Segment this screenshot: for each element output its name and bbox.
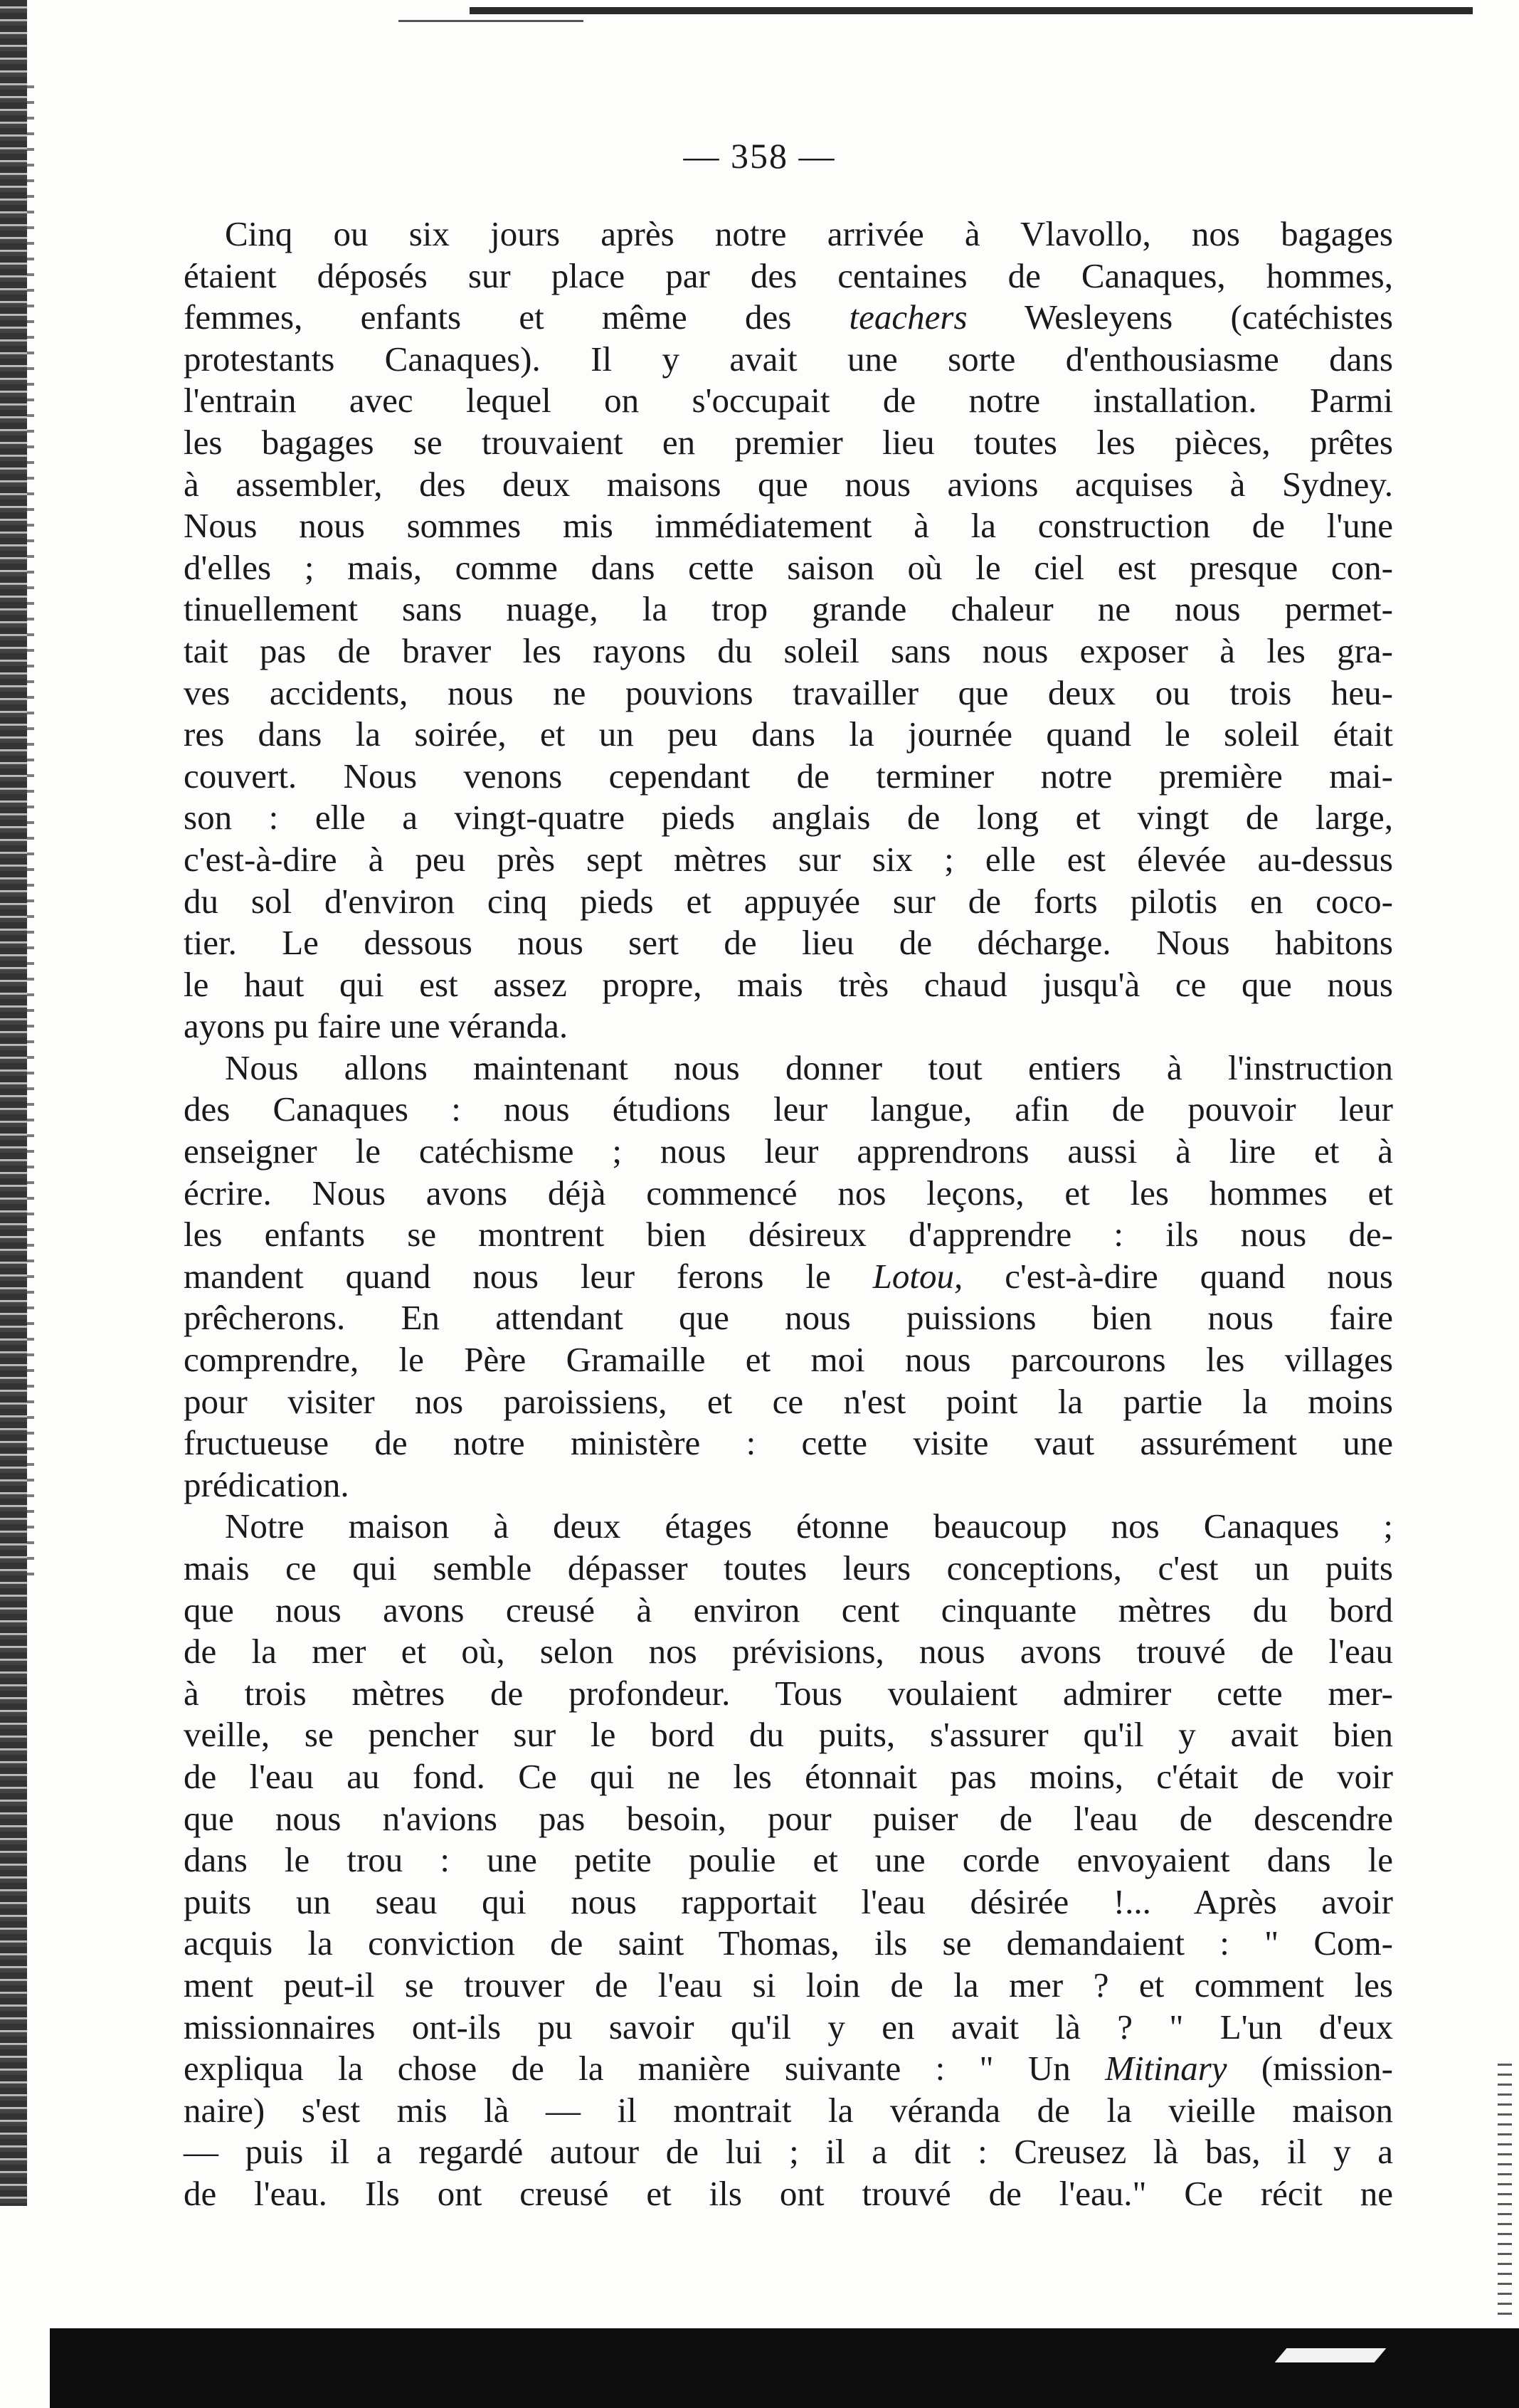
- text-line: Cinq ou six jours après notre arrivée à Vlavollo, nos bagages: [225, 214, 1393, 253]
- text-line: ayons pu faire une véranda.: [184, 1006, 568, 1046]
- paragraph-2: [184, 1047, 1393, 1506]
- text-line: dans le trou : une petite poulie et une corde envoyaient dans le: [184, 1840, 1393, 1880]
- scan-top-rule-thin: [398, 20, 583, 22]
- text-line: de l'eau. Ils ont creusé et ils ont trouvé de l'eau." Ce récit ne: [184, 2173, 1393, 2213]
- text-line: comprendre, le Père Gramaille et moi nous parcourons les villages: [184, 1340, 1393, 1380]
- text-line: Nous allons maintenant nous donner tout entiers à l'instruction: [225, 1047, 1393, 1087]
- text-segment: mandent quand nous leur ferons le: [184, 1256, 873, 1296]
- text-line: que nous n'avions pas besoin, pour puiser de l'eau de descendre: [184, 1798, 1393, 1838]
- italic-word: Lotou,: [872, 1256, 963, 1296]
- text-line: à trois mètres de profondeur. Tous voulaient admirer cette mer-: [184, 1673, 1393, 1713]
- text-segment: femmes, enfants et même des: [184, 297, 850, 337]
- text-line: veille, se pencher sur le bord du puits, s'assurer qu'il y avait bien: [184, 1715, 1393, 1755]
- page-number: — 358 —: [683, 136, 836, 176]
- text-line: c'est-à-dire à peu près sept mètres sur six ; elle est élevée au-dessus: [184, 839, 1393, 879]
- text-line: res dans la soirée, et un peu dans la journée quand le soleil était: [184, 714, 1393, 754]
- text-line: missionnaires ont-ils pu savoir qu'il y en avait là ? " L'un d'eux: [184, 2007, 1393, 2047]
- text-line: l'entrain avec lequel on s'occupait de notre installation. Parmi: [184, 381, 1393, 421]
- text-line: écrire. Nous avons déjà commencé nos leçons, et les hommes et: [184, 1173, 1393, 1213]
- scan-right-edge-marks: [1498, 2064, 1512, 2320]
- text-line: mais ce qui semble dépasser toutes leurs conceptions, c'est un puits: [184, 1548, 1393, 1588]
- text-line: ves accidents, nous ne pouvions travailler que deux ou trois heu-: [184, 672, 1393, 712]
- text-line: prédication.: [184, 1464, 349, 1504]
- scan-top-rule: [470, 7, 1473, 14]
- text-line: que nous avons creusé à environ cent cinquante mètres du bord: [184, 1590, 1393, 1630]
- text-line: les enfants se montrent bien désireux d'apprendre : ils nous de-: [184, 1215, 1393, 1255]
- text-line: d'elles ; mais, comme dans cette saison où le ciel est presque con-: [184, 547, 1393, 587]
- text-line: tinuellement sans nuage, la trop grande chaleur ne nous permet-: [184, 589, 1393, 629]
- text-line: protestants Canaques). Il y avait une sorte d'enthousiasme dans: [184, 339, 1393, 379]
- text-line: du sol d'environ cinq pieds et appuyée sur de forts pilotis en coco-: [184, 881, 1393, 921]
- text-line: ment peut-il se trouver de l'eau si loin de la mer ? et comment les: [184, 1965, 1393, 2005]
- text-line: prêcherons. En attendant que nous puissions bien nous faire: [184, 1298, 1393, 1338]
- text-line: le haut qui est assez propre, mais très chaud jusqu'à ce que nous: [184, 964, 1393, 1004]
- text-line: des Canaques : nous étudions leur langue, afin de pouvoir leur: [184, 1089, 1393, 1129]
- italic-word: teachers: [849, 297, 968, 337]
- text-line: son : elle a vingt-quatre pieds anglais de long et vingt de large,: [184, 798, 1393, 838]
- text-line: tier. Le dessous nous sert de lieu de décharge. Nous habitons: [184, 923, 1393, 963]
- text-line: pour visiter nos paroissiens, et ce n'est point la partie la moins: [184, 1381, 1393, 1421]
- text-line: étaient déposés sur place par des centaines de Canaques, hommes,: [184, 255, 1393, 295]
- scan-left-edge-marks: [27, 85, 34, 1580]
- text-line: naire) s'est mis là — il montrait la véranda de la vieille maison: [184, 2090, 1393, 2130]
- italic-word: Mitinary: [1105, 2049, 1227, 2088]
- body-text: [184, 213, 1393, 2215]
- text-line: de l'eau au fond. Ce qui ne les étonnait pas moins, c'était de voir: [184, 1756, 1393, 1796]
- text-line: couvert. Nous venons cependant de terminer notre première mai-: [184, 756, 1393, 796]
- text-segment: Wesleyens (catéchistes: [967, 297, 1393, 337]
- text-line: les bagages se trouvaient en premier lieu toutes les pièces, prêtes: [184, 422, 1393, 462]
- text-line: à assembler, des deux maisons que nous avions acquises à Sydney.: [184, 464, 1393, 504]
- text-line: tait pas de braver les rayons du soleil sans nous exposer à les gra-: [184, 630, 1393, 670]
- text-line: fructueuse de notre ministère : cette visite vaut assurément une: [184, 1423, 1393, 1463]
- text-line-with-italic: [184, 2048, 1393, 2090]
- scan-left-edge: [0, 0, 27, 2206]
- text-line: enseigner le catéchisme ; nous leur apprendrons aussi à lire et à: [184, 1131, 1393, 1171]
- scan-bottom-band: [50, 2328, 1519, 2408]
- text-line-with-italic: [184, 297, 1393, 339]
- text-line: — puis il a regardé autour de lui ; il a dit : Creusez là bas, il y a: [184, 2132, 1393, 2172]
- text-line-with-italic: [184, 1256, 1393, 1298]
- text-line: Nous nous sommes mis immédiatement à la construction de l'une: [184, 506, 1393, 546]
- text-segment: (mission-: [1227, 2049, 1393, 2088]
- paragraph-3: [184, 1506, 1393, 2214]
- paragraph-1: [184, 213, 1393, 1047]
- text-segment: expliqua la chose de la manière suivante : " Un: [184, 2049, 1106, 2088]
- text-line: Notre maison à deux étages étonne beaucoup nos Canaques ;: [225, 1506, 1393, 1546]
- text-segment: c'est-à-dire quand nous: [963, 1256, 1393, 1296]
- text-line: acquis la conviction de saint Thomas, ils se demandaient : " Com-: [184, 1923, 1393, 1963]
- scan-bottom-smudge: [1275, 2348, 1387, 2362]
- text-line: de la mer et où, selon nos prévisions, nous avons trouvé de l'eau: [184, 1632, 1393, 1672]
- text-line: puits un seau qui nous rapportait l'eau désirée !... Après avoir: [184, 1881, 1393, 1921]
